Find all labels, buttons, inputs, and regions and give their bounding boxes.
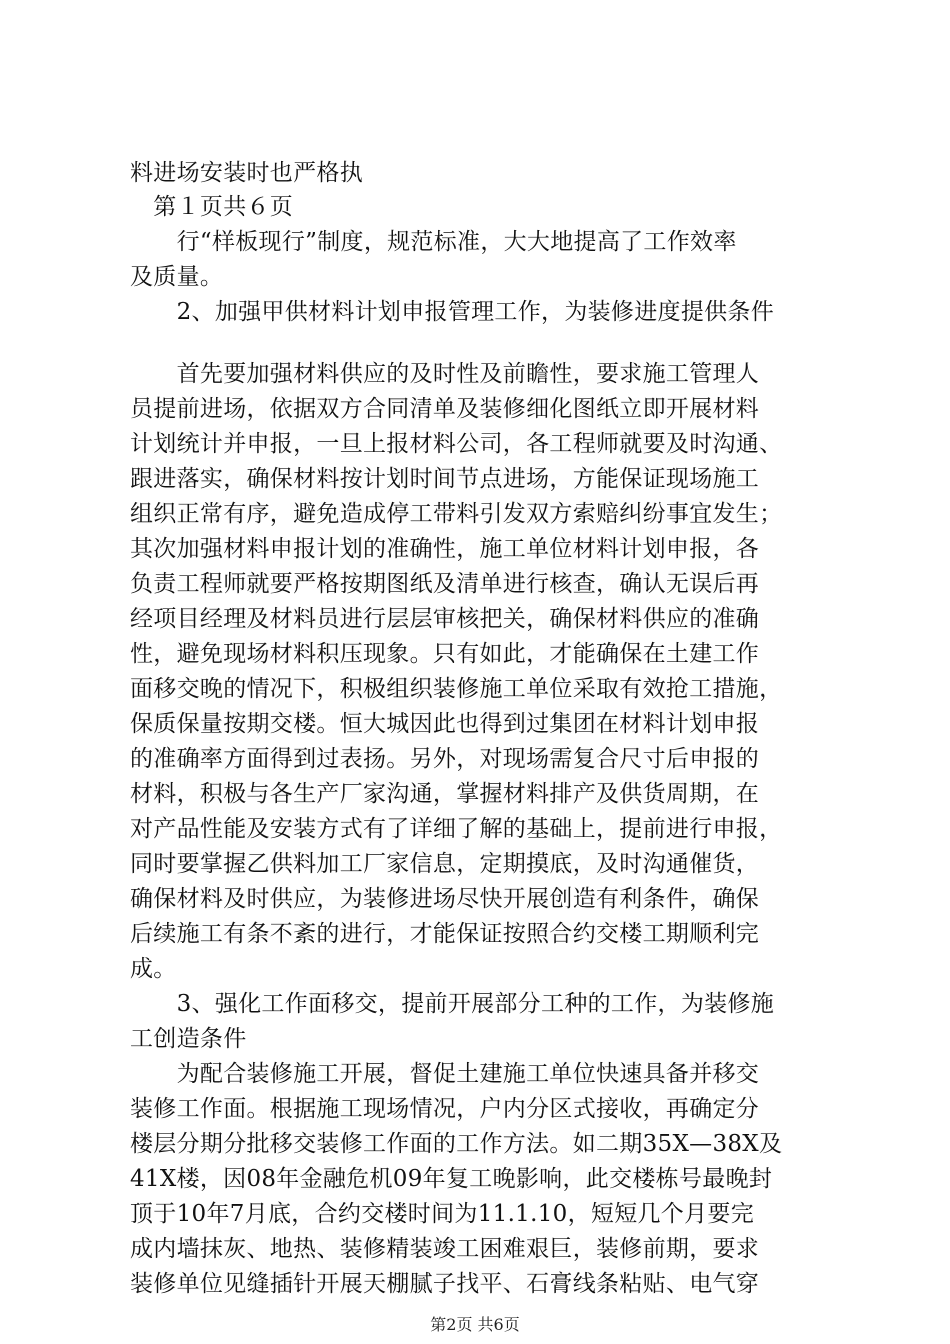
- text-line: 确保材料及时供应，为装修进场尽快开展创造有利条件，确保: [130, 886, 760, 912]
- page-footer: 第2页 共6页: [430, 1315, 520, 1334]
- text-line: 经项目经理及材料员进行层层审核把关，确保材料供应的准确: [130, 606, 760, 632]
- section-heading-3: 3、强化工作面移交，提前开展部分工种的工作，为装修施: [130, 991, 775, 1017]
- text-line: 及质量。: [130, 264, 224, 290]
- text-line: 性，避免现场材料积压现象。只有如此，才能确保在土建工作: [130, 641, 760, 667]
- text-line: 跟进落实，确保材料按计划时间节点进场，方能保证现场施工: [130, 466, 760, 492]
- text-line: 同时要掌握乙供料加工厂家信息，定期摸底，及时沟通催货，: [130, 851, 760, 877]
- text-line: 对产品性能及安装方式有了详细了解的基础上，提前进行申报，: [130, 816, 783, 842]
- text-line: 装修单位见缝插针开展天棚腻子找平、石膏线条粘贴、电气穿: [130, 1271, 760, 1297]
- text-line: 料进场安装时也严格执: [130, 160, 363, 186]
- text-line: 保质保量按期交楼。恒大城因此也得到过集团在材料计划申报: [130, 711, 760, 737]
- text-line: 成内墙抹灰、地热、装修精装竣工困难艰巨，装修前期，要求: [130, 1236, 760, 1262]
- text-line: 员提前进场，依据双方合同清单及装修细化图纸立即开展材料: [130, 396, 760, 422]
- text-line: 面移交晚的情况下，积极组织装修施工单位采取有效抢工措施，: [130, 676, 783, 702]
- text-line: 其次加强材料申报计划的准确性，施工单位材料计划申报，各: [130, 536, 760, 562]
- text-line: 计划统计并申报，一旦上报材料公司，各工程师就要及时沟通、: [130, 431, 783, 457]
- page-marker-line: 第１页共６页: [130, 194, 294, 220]
- text-line: 后续施工有条不紊的进行，才能保证按照合约交楼工期顺利完: [130, 921, 760, 947]
- text-line: 41X楼，因08年金融危机09年复工晚影响，此交楼栋号最晚封: [130, 1166, 773, 1192]
- text-line: 装修工作面。根据施工现场情况，户内分区式接收，再确定分: [130, 1096, 760, 1122]
- text-line: 成。: [130, 956, 177, 982]
- text-line: 行“样板现行”制度，规范标准，大大地提高了工作效率: [130, 229, 737, 255]
- text-line: 的准确率方面得到过表扬。另外，对现场需复合尺寸后申报的: [130, 746, 760, 772]
- text-line: 楼层分期分批移交装修工作面的工作方法。如二期35X—38X及: [130, 1131, 783, 1157]
- section-heading-2: 2、加强甲供材料计划申报管理工作，为装修进度提供条件: [130, 299, 775, 325]
- text-line: 材料，积极与各生产厂家沟通，掌握材料排产及供货周期，在: [130, 781, 760, 807]
- text-line: 组织正常有序，避免造成停工带料引发双方索赔纠纷事宜发生；: [130, 501, 783, 527]
- text-line: 负责工程师就要严格按期图纸及清单进行核查，确认无误后再: [130, 571, 760, 597]
- section-heading-3-cont: 工创造条件: [130, 1026, 247, 1052]
- text-line: 首先要加强材料供应的及时性及前瞻性，要求施工管理人: [130, 361, 760, 387]
- text-line: 为配合装修施工开展，督促土建施工单位快速具备并移交: [130, 1061, 760, 1087]
- text-line: 顶于10年7月底，合约交楼时间为11.1.10，短短几个月要完: [130, 1201, 754, 1227]
